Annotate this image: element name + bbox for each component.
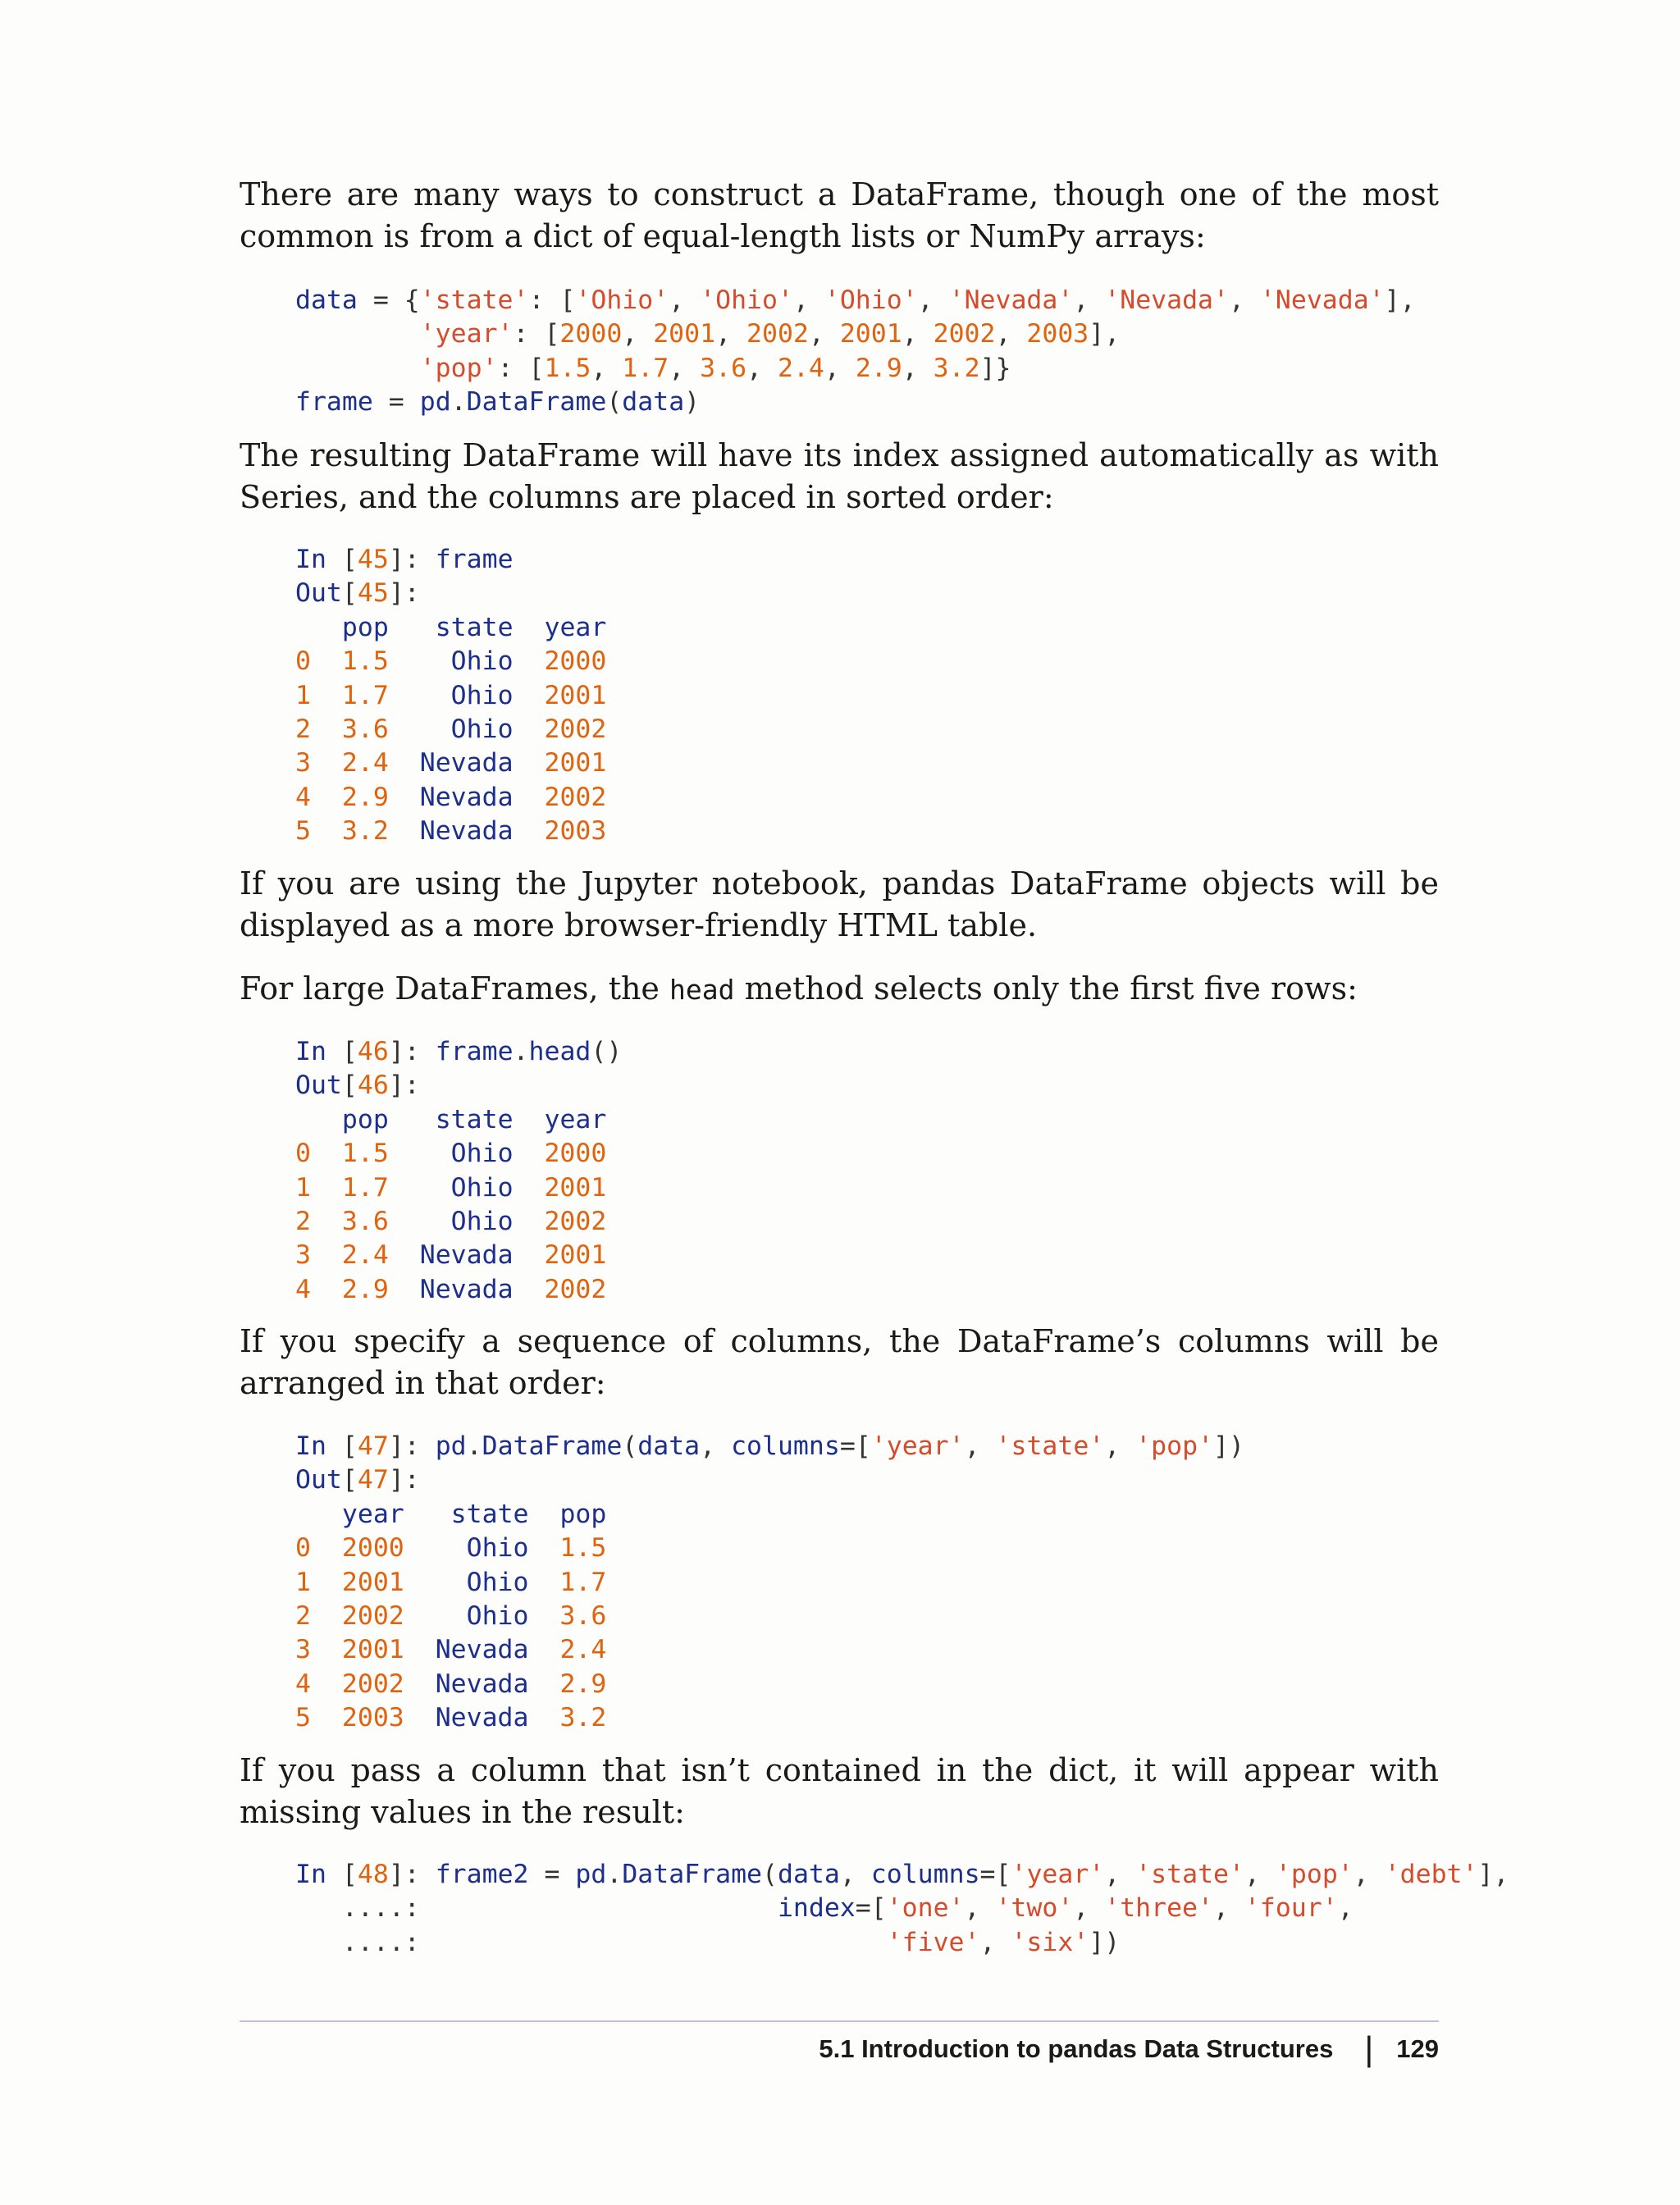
paragraph-missing-column: If you pass a column that isn’t contained in the dict, it will appear with missing values in the result: <box>240 1752 1439 1830</box>
code-line: 3 2.4 Nevada 2001 <box>295 1240 607 1271</box>
code-line: 4 2.9 Nevada 2002 <box>295 1274 607 1304</box>
code-line: 0 2000 Ohio 1.5 <box>295 1533 607 1564</box>
code-line: Out[45]: <box>295 578 420 609</box>
code-line: ....: index=['one', 'two', 'three', 'four', <box>341 1893 1354 1924</box>
code-line: data = {'state': ['Ohio', 'Ohio', 'Ohio', 'Nevada', 'Nevada', 'Nevada'], <box>295 285 1416 315</box>
code-line: 2 3.6 Ohio 2002 <box>295 1207 607 1237</box>
code-line: 2 3.6 Ohio 2002 <box>295 714 607 745</box>
code-line: In [46]: frame.head() <box>295 1037 623 1066</box>
code-block-in45 <box>295 543 606 849</box>
code-line: 4 2002 Nevada 2.9 <box>295 1669 607 1699</box>
code-line: pop state year <box>341 612 607 642</box>
code-line: pop state year <box>341 1104 607 1134</box>
code-line: 1 1.7 Ohio 2001 <box>295 680 607 710</box>
code-line: 3 2.4 Nevada 2001 <box>295 748 607 778</box>
code-line: 5 2003 Nevada 3.2 <box>295 1703 607 1733</box>
code-line: 1 2001 Ohio 1.7 <box>295 1567 607 1597</box>
footer-section-title: 5.1 Introduction to pandas Data Structures <box>819 2034 1334 2063</box>
code-block-in47 <box>295 1430 1244 1736</box>
paragraph-dataframe-construction: There are many ways to construct a DataFrame, though one of the most common is from a dict of equal-length lists or NumPy arrays: <box>240 176 1439 254</box>
code-line: frame = pd.DataFrame(data) <box>295 387 701 418</box>
code-line: 'year': [2000, 2001, 2002, 2001, 2002, 2003], <box>419 319 1121 349</box>
code-line: year state pop <box>341 1499 607 1529</box>
code-line: 0 1.5 Ohio 2000 <box>295 1139 607 1169</box>
code-line: In [47]: pd.DataFrame(data, columns=['year', 'state', 'pop']) <box>295 1431 1244 1461</box>
paragraph-column-sequence: If you specify a sequence of columns, the DataFrame’s columns will be arranged in that order: <box>240 1323 1439 1401</box>
code-line: 'pop': [1.5, 1.7, 3.6, 2.4, 2.9, 3.2]} <box>419 353 1011 383</box>
code-block-in48 <box>295 1858 1509 1960</box>
footer-page-number: 129 <box>1396 2034 1439 2063</box>
inline-code-head: head <box>669 974 735 1006</box>
code-line: ....: 'five', 'six']) <box>341 1927 1121 1957</box>
paragraph-jupyter-note: If you are using the Jupyter notebook, pandas DataFrame objects will be displayed as a more browser-friendly HTML table. <box>240 865 1439 943</box>
code-block-construct-dict <box>295 284 1416 420</box>
code-block-in46 <box>295 1035 622 1307</box>
code-line: In [45]: frame <box>295 545 514 574</box>
code-line: Out[46]: <box>295 1071 420 1101</box>
text-span: For large DataFrames, the <box>240 970 670 1007</box>
footer-separator: | <box>1364 2029 1374 2068</box>
code-line: 4 2.9 Nevada 2002 <box>295 782 607 812</box>
page-footer <box>819 2025 1439 2074</box>
paragraph-head-method <box>240 968 1439 1011</box>
code-line: 3 2001 Nevada 2.4 <box>295 1635 607 1665</box>
code-line: 2 2002 Ohio 3.6 <box>295 1601 607 1632</box>
code-line: Out[47]: <box>295 1465 420 1495</box>
code-line: In [48]: frame2 = pd.DataFrame(data, columns=['year', 'state', 'pop', 'debt'], <box>295 1860 1509 1889</box>
code-line: 0 1.5 Ohio 2000 <box>295 646 607 677</box>
code-line: 5 3.2 Nevada 2003 <box>295 816 607 847</box>
footer-rule <box>240 2020 1439 2022</box>
text-span: method selects only the first five rows: <box>734 970 1358 1007</box>
code-line: 1 1.7 Ohio 2001 <box>295 1172 607 1203</box>
paragraph-index-assigned: The resulting DataFrame will have its index assigned automatically as with Series, and the columns are placed in sorted order: <box>240 437 1439 515</box>
